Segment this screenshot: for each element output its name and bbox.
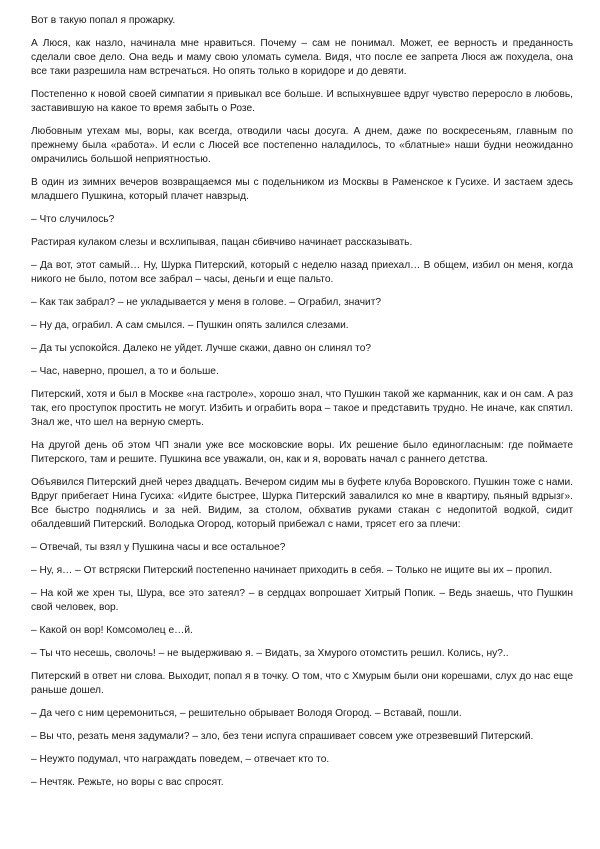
paragraph: В один из зимних вечеров возвращаемся мы с подельником из Москвы в Раменское к Гусихе. И застаем здесь младшего Пушкина, который плачет навзрыд. xyxy=(31,177,573,202)
paragraph: – Да чего с ним церемониться, – решительно обрывает Володя Огород. – Вставай, пошли. xyxy=(31,708,462,719)
paragraph: – Ну да, ограбил. А сам смылся. – Пушкин опять залился слезами. xyxy=(31,320,349,331)
paragraph: – Отвечай, ты взял у Пушкина часы и все остальное? xyxy=(31,542,286,553)
paragraph: Питерский, хотя и был в Москве «на гастроле», хорошо знал, что Пушкин такой же карманник, как и он сам. А раз так, его проступок простить не могут. Избить и ограбить вора – такое и представить трудно. Не иначе, как спятил. Знал же, что шел на верную смерть. xyxy=(31,389,573,428)
paragraph: – Что случилось? xyxy=(31,214,115,225)
paragraph: Объявился Питерский дней через двадцать. Вечером сидим мы в буфете клуба Воровского. Пушкин тоже с нами. Вдруг прибегает Нина Гусиха: «Идите быстрее, Шурка Питерский завалился ко мне в квартиру, пьяный вдрызг». Все быстро поднялись и за ней. Видим, за столом, обхватив руками стакан с недопитой водкой, сидит обалдевший Питерский. Володька Огород, который прибежал с нами, трясет его за плечи: xyxy=(31,477,573,530)
paragraph: На другой день об этом ЧП знали уже все московские воры. Их решение было единогласным: где поймаете Питерского, там и решите. Пушкина все уважали, он, как и я, воровать начал с раннего детства. xyxy=(31,440,573,465)
paragraph: Любовным утехам мы, воры, как всегда, отводили часы досуга. А днем, даже по воскресеньям, главным по прежнему была «работа». И если с Люсей все постепенно наладилось, то «блатные» наши будни неожиданно омрачились большой неприятностью. xyxy=(31,126,573,165)
paragraph: Растирая кулаком слезы и всхлипывая, пацан сбивчиво начинает рассказывать. xyxy=(31,237,413,248)
paragraph: – На кой же хрен ты, Шура, все это затеял? – в сердцах вопрошает Хитрый Попик. – Ведь знаешь, что Пушкин свой человек, вор. xyxy=(31,588,573,613)
paragraph: – Вы что, резать меня задумали? – зло, без тени испуга спрашивает совсем уже отрезвевший Питерский. xyxy=(31,731,534,742)
paragraph: – Нечтяк. Режьте, но воры с вас спросят. xyxy=(31,777,224,788)
paragraph: – Да вот, этот самый… Ну, Шурка Питерский, который с неделю назад приехал… В общем, избил он меня, когда никого не было, потом все забрал – часы, деньги и еще пальто. xyxy=(31,260,573,285)
paragraph: – Ну, я… – От встряски Питерский постепенно начинает приходить в себя. – Только не ищите вы их – пропил. xyxy=(31,565,553,576)
paragraph: – Ты что несешь, сволочь! – не выдерживаю я. – Видать, за Хмурого отомстить решил. Колись, ну?.. xyxy=(31,648,509,659)
paragraph: Вот в такую попал я прожарку. xyxy=(31,15,176,26)
paragraph: А Люся, как назло, начинала мне нравиться. Почему – сам не понимал. Может, ее верность и преданность сделали свое дело. Она ведь и маму свою уломать сумела. Видя, что после ее запрета Люся аж похудела, она все таки разрешила нам встречаться. Но опять только в коридоре и до девяти. xyxy=(31,38,573,77)
paragraph: – Да ты успокойся. Далеко не уйдет. Лучше скажи, давно он слинял то? xyxy=(31,343,372,354)
paragraph: – Неужто подумал, что награждать поведем, – отвечает кто то. xyxy=(31,754,330,765)
paragraph: Питерский в ответ ни слова. Выходит, попал я в точку. О том, что с Хмурым были они корешами, слух до нас еще раньше дошел. xyxy=(31,671,573,696)
paragraph: – Час, наверно, прошел, а то и больше. xyxy=(31,366,219,377)
paragraph: – Какой он вор! Комсомолец е…й. xyxy=(31,625,193,636)
document-page xyxy=(31,14,573,799)
paragraph: – Как так забрал? – не укладывается у меня в голове. – Ограбил, значит? xyxy=(31,297,382,308)
paragraph: Постепенно к новой своей симпатии я привыкал все больше. И вспыхнувшее вдруг чувство переросло в любовь, заставившую на какое то время забыть о Розе. xyxy=(31,89,573,114)
